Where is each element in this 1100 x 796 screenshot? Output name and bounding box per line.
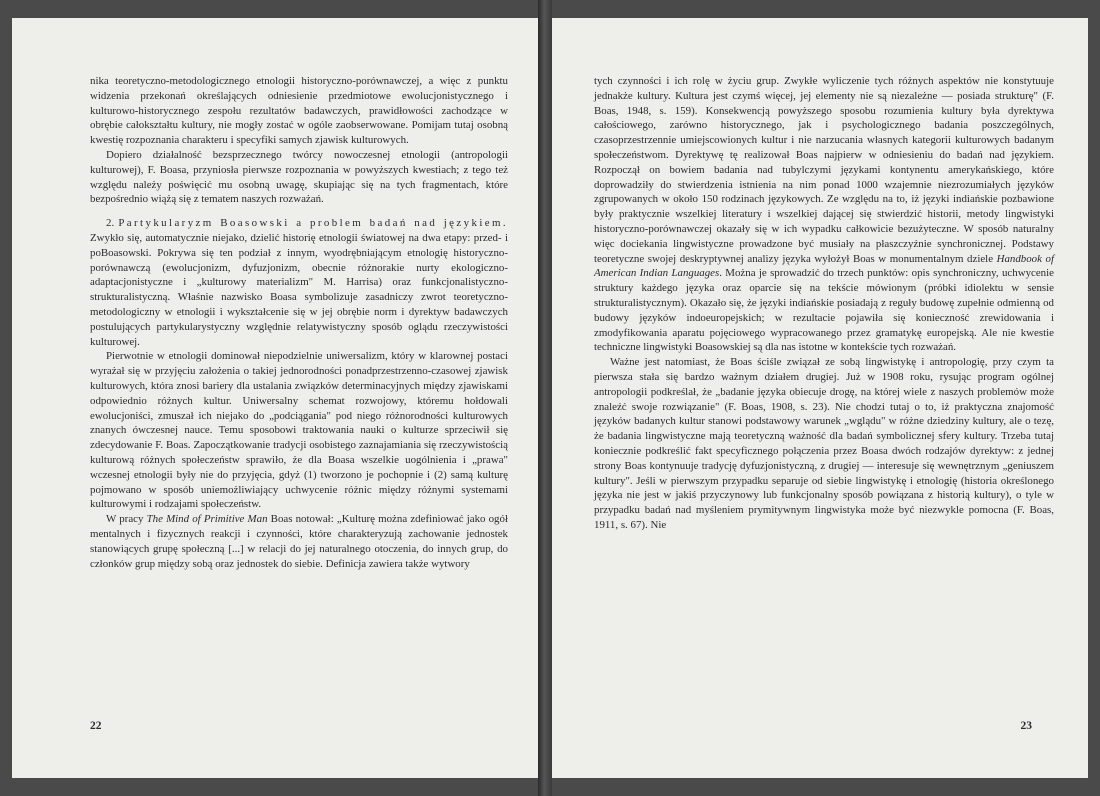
page-number: 22 — [90, 720, 102, 732]
right-paragraph-1-end: . Można je sprowadzić do trzech punktów: opis synchroniczny, uchwycenie struktury każdego języka oraz oparcie się na tekście mówionym (próbki idiolektu w sensie strukturalistycznym). Okazało się, że języki indiańskie posiadają z reguły budowę zupełnie odmienną od budowy języków indoeuropejskich; w rezultacie pojawiła się konieczność zrewidowania i zmodyfikowania aparatu pojęciowego wypracowanego przez gramatykę europejską. Ale nie kwestie techniczne lingwistyki Boasowskiej są dla nas istotne w kontekście tych rozważań. — [594, 267, 1054, 354]
quote-intro: W pracy — [106, 513, 147, 526]
left-paragraph-3: Pierwotnie w etnologii dominował niepodzielnie uniwersalizm, który w klarownej postaci wyrażał się w przyjęciu założenia o takiej jednorodności ponadprzestrzenno-czasowej zjawisk kulturowych, która znosi bariery dla ustalania związków determinacyjnych między zjawiskami odpowiednio różnych kultur. Uniwersalny schemat rozwojowy, któremu hołdowali ewolucjoniści, zmuszał ich niejako do „podciągania" pod niego różnorodności kulturowych znanych ówczesnej nauce. Temu sposobowi traktowania nauki o kulturze sprzeciwił się zdecydowanie F. Boas. Zapoczątkowanie tradycji osobistego zaznajamiania się rzeczywistością kulturową różnych społeczeństw sprawiło, że dla Boasa wszelkie uogólnienia i „prawa" wczesnej etnologii były nie do przyjęcia, gdyż (1) tworzono je pochopnie i (2) samą kulturę pojmowano w sposób uniemożliwiający uchwycenie różnic między różnymi systemami kulturowymi i rodzajami społeczeństw. — [90, 350, 508, 511]
right-paragraph-1 — [594, 74, 1054, 355]
right-paragraph-1-start: tych czynności i ich rolę w życiu grup. Zwykłe wyliczenie tych różnych aspektów nie konstytuuje jednakże kultury. Kultura jest czymś więcej, jej elementy nie są niezależne — posiada strukturę" (F. Boas, 1948, s. 159). Konsekwencją powyższego sposobu rozumienia kultury była dyrektywa całościowego, zarówno historycznego, jak i psychologicznego badania poszczególnych, czasoprzestrzennie umiejscowionych kultur i nie narzucania własnych kategorii kulturowych badanym społeczeństwom. Dyrektywę tę realizował Boas najpierw w odniesieniu do badań nad językiem. Rozpoczął on bowiem badania nad tubylczymi językami kontynentu amerykańskiego, które doprowadziły do stwierdzenia istnienia na nim ponad 1000 wzajemnie niezrozumiałych języków zgrupowanych w około 150 rodzinach językowych. Ze względu na to, iż języki indiańskie pozbawione były praktycznie wszelkiej literatury i wszelkiej dającej się stwierdzić historii, metody lingwistyki historyczno-porównawczej okazały się w ich wypadku całkowicie bezużyteczne. W sposób naturalny więc dociekania lingwistyczne prowadzone być musiały na płaszczyźnie synchronicznej. Podstawy teoretyczne swojej deskryptywnej analizy języka wyłożył Boas w monumentalnym dziele — [594, 75, 1054, 265]
book-gutter — [538, 0, 552, 796]
right-paragraph-2: Ważne jest natomiast, że Boas ściśle związał ze sobą lingwistykę i antropologię, przy czym ta pierwsza stała się bardzo ważnym działem drugiej. Już w 1908 roku, rysując program ogólnej antropologii podkreślał, że „badanie języka obiecuje drogę, na której wiele z naszych problemów może znaleźć swoje rozwiązanie" (F. Boas, 1908, s. 23). Nie chodzi tutaj o to, iż praktyczna znajomość języków badanych kultur stanowi podstawowy warunek „wglądu" w różne dziedziny kultury, ale o tezę, że badania lingwistyczne mają teoretyczną ważność dla badań symbolicznej sfery kultury. Trzeba tutaj koniecznie podkreślić fakt specyficznego połączenia przez Boasa dwóch rodzajów dyrektyw: z jednej strony Boas kontynuuje tradycję dyfuzjonistyczną, z drugiej — interesuje się wewnętrznym „geniuszem kultury". Jeśli w pierwszym przypadku separuje od siebie lingwistykę i etnologię (historia określonego języka nie jest w jakiś przyczynowy lub funkcjonalny sposób powiązana z historią kultury), o tyle w przypadku badań nad myśleniem prymitywnym lingwistyka może być niezwykle pomocna (F. Boas, 1911, s. 67). Nie — [594, 356, 1054, 531]
book-title-italic: The Mind of Primitive Man — [146, 513, 268, 526]
left-paragraph-4 — [90, 512, 508, 571]
handbook-title-italic: Handbook of American Indian Languages — [594, 252, 1054, 280]
left-paragraph-1: nika teoretyczno-metodologicznego etnologii historyczno-porównawczej, a więc z punktu widzenia przekonań określających odniesienie przedmiotowe ewolucjonistycznego i kulturowo-historycznego zespołu rezultatów badawczych, prawidłowości zachodzące w obrębie całokształtu kultury, nie mogły zostać w ogóle zaobserwowane. Pomijam tutaj osobną kwestię rozpoznania charakteru i specyfiki samych zjawisk kulturowych. — [90, 75, 508, 147]
section-number: 2. — [106, 217, 115, 230]
section-title: Partykularyzm Boasowski a problem badań nad językiem. — [118, 217, 508, 230]
left-page — [12, 18, 538, 778]
right-page — [552, 18, 1088, 778]
section-text: Zwykło się, automatycznie niejako, dzielić historię etnologii światowej na dwa etapy: przed- i poBoasowski. Pokrywa się ten podział z innym, wyodrębniającym etnologię historyczno-porównawczą (ewolucjonizm, dyfuzjonizm, obecnie różnorakie nurty ekologiczno-adaptacjonistyczne i „kulturowy materializm" M. Harrisa) oraz funkcjonalistyczno-strukturalistyczną. Właśnie nazwisko Boasa symbolizuje zasadniczy zwrot teoretyczno-metodologiczny w etnologii i wykształcenie się w jej obrębie norm i dyrektyw badawczych postulujących partykularystyczny względnie relatywistyczny sposób oglądu rzeczywistości kulturowej. — [90, 231, 508, 348]
page-number: 23 — [1020, 720, 1032, 732]
section-2-paragraph — [90, 216, 508, 349]
left-paragraph-2: Dopiero działalność bezsprzecznego twórcy nowoczesnej etnologii (antropologii kulturowej), F. Boasa, przyniosła pierwsze rozpoznania w powyższych kwestiach; z tego też względu należy poświęcić mu osobną uwagę, skupiając się na tych fragmentach, które bezpośrednio wiążą się z tematem naszych rozważań. — [90, 148, 508, 206]
quote-body: Boas notował: „Kulturę można zdefiniować jako ogół mentalnych i fizycznych reakcji i czynności, które charakteryzują zachowanie jednostek stanowiących grupę społeczną [...] w relacji do jej naturalnego otoczenia, do innych grup, do członków grup między sobą oraz jednostek do siebie. Definicja zawiera także wytwory — [90, 513, 508, 570]
